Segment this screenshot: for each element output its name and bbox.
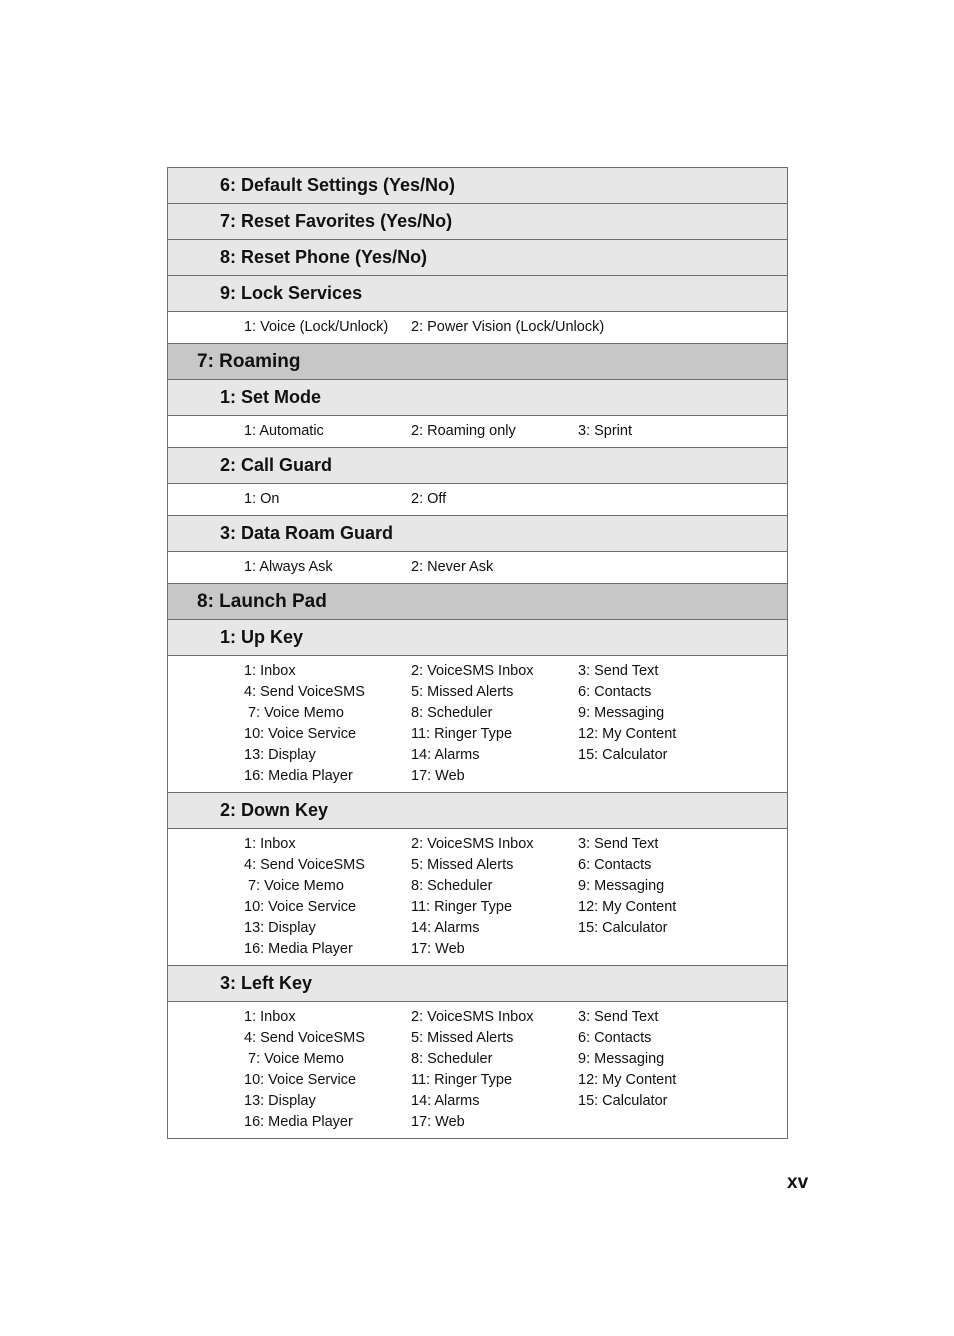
submenu-option: 7: Voice Memo [248, 1051, 344, 1067]
submenu-option: 3: Send Text [578, 663, 659, 679]
menu-item-header [168, 204, 787, 240]
submenu-option: 1: Inbox [244, 663, 296, 679]
submenu-line [168, 855, 787, 876]
submenu-option: 8: Scheduler [411, 1051, 493, 1067]
submenu-line [168, 724, 787, 745]
submenu-line [168, 703, 787, 724]
menu-item-header [168, 448, 787, 484]
submenu-option: 1: Voice (Lock/Unlock) [244, 319, 389, 335]
submenu-line [168, 661, 787, 682]
submenu-line [168, 484, 787, 515]
submenu-option: 15: Calculator [578, 747, 668, 763]
menu-item-label: 7: Reset Favorites (Yes/No) [220, 211, 453, 231]
submenu-option: 9: Messaging [578, 705, 665, 721]
submenu-option: 2: VoiceSMS Inbox [411, 1009, 534, 1025]
menu-item-header [168, 516, 787, 552]
menu-item-label: 1: Set Mode [220, 387, 322, 407]
menu-item-header [168, 620, 787, 656]
submenu-option: 6: Contacts [578, 1030, 652, 1046]
submenu-line [168, 416, 787, 447]
submenu-option: 12: My Content [578, 1072, 677, 1088]
submenu-line [168, 1049, 787, 1070]
submenu-line [168, 552, 787, 583]
menu-item-header [168, 240, 787, 276]
submenu-option: 8: Scheduler [411, 705, 493, 721]
submenu-options [168, 484, 787, 516]
menu-item-header [168, 380, 787, 416]
submenu-option: 1: Inbox [244, 836, 296, 852]
submenu-options [168, 1002, 787, 1138]
menu-item-label: 2: Call Guard [220, 455, 333, 475]
submenu-option: 17: Web [411, 1114, 465, 1130]
submenu-option: 6: Contacts [578, 857, 652, 873]
submenu-option: 2: Never Ask [411, 559, 494, 575]
submenu-option: 11: Ringer Type [411, 1072, 513, 1088]
submenu-option: 2: VoiceSMS Inbox [411, 836, 534, 852]
submenu-line [168, 312, 787, 343]
submenu-option: 3: Send Text [578, 1009, 659, 1025]
page-number: xv [787, 1172, 809, 1193]
submenu-option: 3: Sprint [578, 423, 632, 439]
submenu-option: 3: Send Text [578, 836, 659, 852]
submenu-line [168, 876, 787, 897]
submenu-option: 1: On [244, 491, 280, 507]
submenu-option: 16: Media Player [244, 1114, 353, 1130]
submenu-line [168, 897, 787, 918]
menu-item-label: 2: Down Key [220, 800, 329, 820]
submenu-option: 12: My Content [578, 899, 677, 915]
submenu-option: 5: Missed Alerts [411, 1030, 514, 1046]
submenu-option: 10: Voice Service [244, 1072, 357, 1088]
submenu-option: 13: Display [244, 1093, 316, 1109]
menu-item-header [168, 793, 787, 829]
submenu-option: 4: Send VoiceSMS [244, 684, 365, 700]
menu-item-label: 1: Up Key [220, 627, 304, 647]
submenu-option: 9: Messaging [578, 1051, 665, 1067]
submenu-options [168, 552, 787, 584]
submenu-line [168, 682, 787, 703]
submenu-options [168, 656, 787, 793]
submenu-line [168, 1007, 787, 1028]
submenu-option: 16: Media Player [244, 768, 353, 784]
submenu-option: 1: Inbox [244, 1009, 296, 1025]
submenu-option: 4: Send VoiceSMS [244, 857, 365, 873]
submenu-option: 14: Alarms [411, 747, 480, 763]
menu-item-label: 3: Data Roam Guard [220, 523, 394, 543]
submenu-option: 2: Power Vision (Lock/Unlock) [411, 319, 605, 335]
submenu-line [168, 1070, 787, 1091]
submenu-option: 1: Always Ask [244, 559, 333, 575]
submenu-option: 2: Roaming only [411, 423, 516, 439]
submenu-option: 16: Media Player [244, 941, 353, 957]
submenu-option: 4: Send VoiceSMS [244, 1030, 365, 1046]
submenu-option: 17: Web [411, 768, 465, 784]
submenu-option: 9: Messaging [578, 878, 665, 894]
submenu-option: 15: Calculator [578, 1093, 668, 1109]
submenu-line [168, 766, 787, 787]
menu-item-header [168, 168, 787, 204]
submenu-option: 11: Ringer Type [411, 726, 513, 742]
submenu-option: 13: Display [244, 920, 316, 936]
submenu-option: 10: Voice Service [244, 899, 357, 915]
submenu-option: 8: Scheduler [411, 878, 493, 894]
menu-item-label: 8: Launch Pad [197, 591, 327, 612]
menu-item-label: 6: Default Settings (Yes/No) [220, 175, 456, 195]
submenu-options [168, 416, 787, 448]
submenu-option: 6: Contacts [578, 684, 652, 700]
menu-item-label: 7: Roaming [197, 351, 301, 372]
submenu-option: 12: My Content [578, 726, 677, 742]
submenu-option: 1: Automatic [244, 423, 324, 439]
menu-item-header [168, 966, 787, 1002]
menu-item-label: 3: Left Key [220, 973, 313, 993]
menu-item-label: 9: Lock Services [220, 283, 363, 303]
submenu-option: 11: Ringer Type [411, 899, 513, 915]
menu-table [167, 167, 788, 1139]
submenu-line [168, 834, 787, 855]
menu-section-header [168, 584, 787, 620]
submenu-line [168, 745, 787, 766]
submenu-line [168, 1091, 787, 1112]
submenu-option: 5: Missed Alerts [411, 684, 514, 700]
submenu-options [168, 312, 787, 344]
menu-section-header [168, 344, 787, 380]
submenu-option: 14: Alarms [411, 1093, 480, 1109]
submenu-option: 2: VoiceSMS Inbox [411, 663, 534, 679]
submenu-option: 15: Calculator [578, 920, 668, 936]
menu-item-header [168, 276, 787, 312]
menu-item-label: 8: Reset Phone (Yes/No) [220, 247, 428, 267]
submenu-option: 14: Alarms [411, 920, 480, 936]
submenu-options [168, 829, 787, 966]
submenu-line [168, 918, 787, 939]
submenu-option: 13: Display [244, 747, 316, 763]
submenu-option: 2: Off [411, 491, 447, 507]
submenu-option: 17: Web [411, 941, 465, 957]
submenu-line [168, 1112, 787, 1133]
submenu-option: 7: Voice Memo [248, 878, 344, 894]
submenu-line [168, 939, 787, 960]
submenu-option: 5: Missed Alerts [411, 857, 514, 873]
submenu-option: 10: Voice Service [244, 726, 357, 742]
submenu-line [168, 1028, 787, 1049]
submenu-option: 7: Voice Memo [248, 705, 344, 721]
